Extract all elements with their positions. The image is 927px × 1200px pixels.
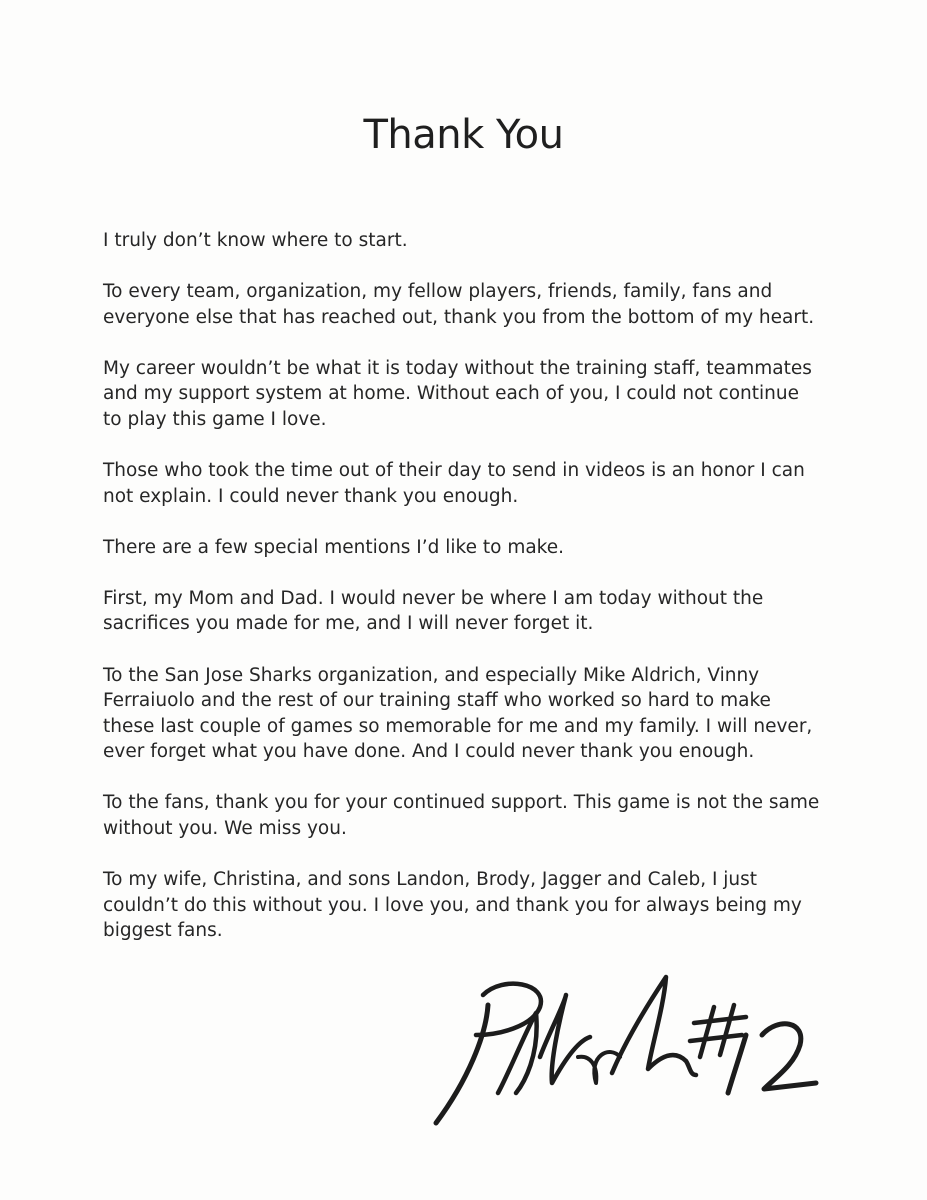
paragraph-special-mentions: There are a few special mentions I’d like to make. — [103, 536, 564, 558]
paragraph-fans: To the fans, thank you for your continued support. This game is not the same without you. We miss you. — [103, 792, 820, 839]
signature-ink — [428, 965, 838, 1135]
paragraph-opening: I truly don’t know where to start. — [103, 230, 408, 251]
paragraph-parents: First, my Mom and Dad. I would never be where I am today without the sacrifices you made for me, and I will never forget it. — [103, 587, 764, 635]
paragraph-videos: Those who took the time out of their day to send in videos is an honor I can not explain. I could never thank you enough. — [103, 460, 805, 507]
handwritten-signature — [428, 965, 838, 1135]
letter-body — [103, 228, 823, 969]
paragraph-sharks: To the San Jose Sharks organization, and especially Mike Aldrich, Vinny Ferraiuolo and the rest of our training staff who worked so hard to make these last couple of games so memorable for me and my family. I will never, ever forget what you have done. And I could never thank you enough. — [103, 664, 813, 763]
letter-title: Thank You — [363, 112, 564, 158]
paragraph-family: To my wife, Christina, and sons Landon, Brody, Jagger and Caleb, I just couldn’t do this without you. I love you, and thank you for always being my biggest fans. — [103, 869, 802, 942]
paragraph-thanks-everyone: To every team, organization, my fellow players, friends, family, fans and everyone else that has reached out, thank you from the bottom of my heart. — [103, 281, 815, 328]
paragraph-career: My career wouldn’t be what it is today without the training staff, teammates and my support system at home. Without each of you, I could not continue to play this game I love. — [103, 357, 812, 430]
